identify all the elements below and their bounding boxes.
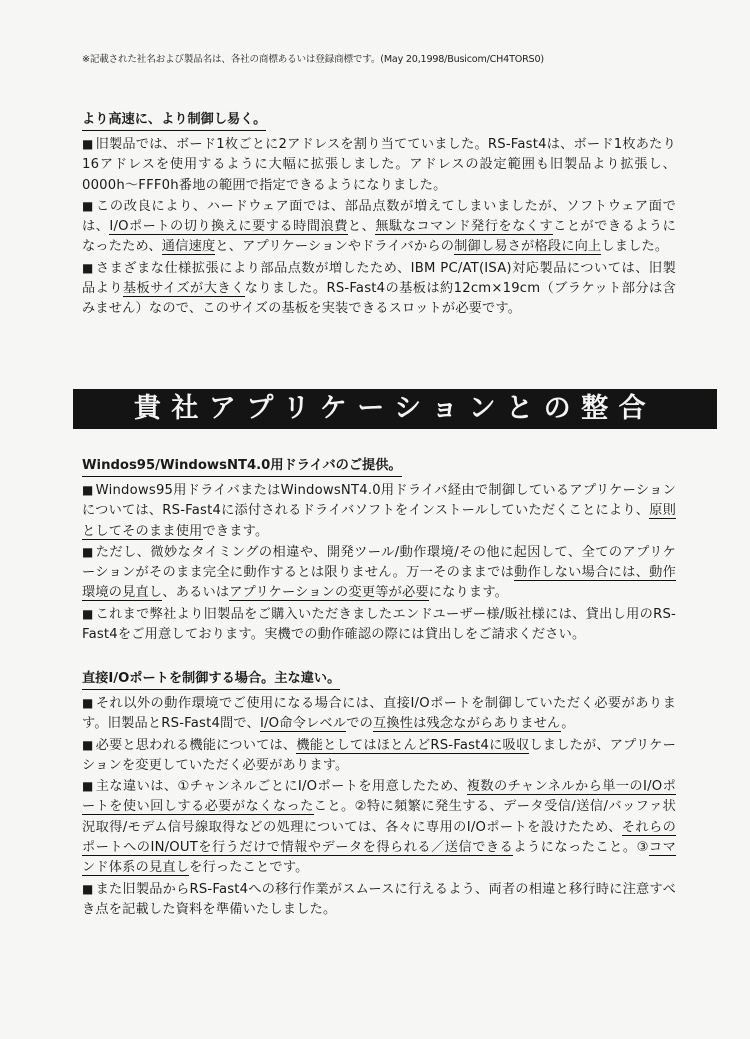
body-text: こと。②特に頻繁に発生する、データ受信/送信/バッファ状況取得/モデム信号線取得などの処理については、各々に専用のI/Oポートを設けたため、 xyxy=(82,799,676,835)
bullet-square-icon: ■ xyxy=(82,198,94,213)
section-body xyxy=(82,134,676,320)
body-text: これまで弊社より旧製品をご購入いただきましたエンドユーザー様/販社様には、貸出し用のRS-Fast4をご用意しております。実機での動作確認の際には貸出しをご請求ください。 xyxy=(82,606,676,643)
body-text: 旧製品では、ボード1枚ごとに2アドレスを割り当てていました。RS-Fast4は、ボード1枚あたり16アドレスを使用するように大幅に拡張しました。アドレスの設定範囲も旧製品より拡張し、0000h〜FFF0h番地の範囲で指定できるようになりました。 xyxy=(82,137,676,193)
emphasis-text: I/Oポートの切り換えに要する時間浪費 xyxy=(109,219,348,235)
body-text: しました。 xyxy=(601,239,669,255)
bullet-square-icon: ■ xyxy=(82,881,94,896)
emphasis-text: コマンド体系の見直し xyxy=(82,840,676,876)
paragraph xyxy=(82,604,676,646)
section-speed-control xyxy=(82,108,676,320)
emphasis-text: 制御し易さが格段に向上 xyxy=(454,239,602,255)
banner-title: 貴社アプリケーションとの整合 xyxy=(73,389,717,429)
emphasis-text: 基板サイズが大きく xyxy=(122,281,245,297)
body-text: になります。 xyxy=(428,585,509,601)
emphasis-text: 動作しない場合には、動作環境の見直し xyxy=(82,565,676,601)
body-text: 、あるいは xyxy=(162,585,230,601)
bullet-square-icon: ■ xyxy=(82,696,94,710)
emphasis-text: 複数のチャンネルから単一のI/Oポートを使い回しする必要がなくなった xyxy=(82,779,676,815)
body-text: この改良により、ハードウェア面では、部品点数が増えてしまいましたが、ソフトウェア面では、 xyxy=(82,198,676,235)
body-text: しましたが、アプリケーションを変更していただく必要があります。 xyxy=(82,737,676,773)
paragraph xyxy=(82,693,676,735)
paragraph xyxy=(82,258,676,320)
section-direct-io xyxy=(82,667,676,920)
emphasis-text: アプリケーションの変更等が必要 xyxy=(229,585,429,601)
section-heading: 直接I/Oポートを制御する場合。主な違い。 xyxy=(82,670,340,690)
section-heading: より高速に、より制御し易く。 xyxy=(82,111,266,131)
paragraph xyxy=(82,134,676,196)
bullet-square-icon: ■ xyxy=(82,737,94,752)
body-text: なりました。RS-Fast4の基板は約12cm×19cm（ブラケット部分は含みません）なので、このサイズの基板を実装できるスロットが必要です。 xyxy=(82,281,677,317)
paragraph xyxy=(82,776,676,878)
body-text: ことができるようになったため、 xyxy=(82,219,677,255)
body-text: Windows95用ドライバまたはWindowsNT4.0用ドライバ経由で制御しているアプリケーションについては、RS-Fast4に添付されるドライバソフトをインストールしていただくことにより、 xyxy=(82,483,676,519)
trademark-note: ※記載された社名および製品名は、各社の商標あるいは登録商標です。(May 20,1998/Busicom/CH4TORS0) xyxy=(82,54,544,65)
body-text: を行ったことです。 xyxy=(189,860,309,876)
section-driver-support xyxy=(82,454,676,645)
section-body xyxy=(82,480,676,645)
body-text: ようになったこと。③ xyxy=(513,840,649,856)
section-heading: Windos95/WindowsNT4.0用ドライバのご提供。 xyxy=(82,457,402,477)
body-text: と、アプリケーションやドライバからの xyxy=(215,239,455,255)
bullet-square-icon: ■ xyxy=(82,606,94,621)
emphasis-text: 互換性は残念ながらありません xyxy=(372,716,562,732)
body-text: 主な違いは、①チャンネルごとにI/Oポートを用意したため、 xyxy=(95,779,467,795)
paragraph xyxy=(82,480,676,542)
emphasis-text: 無駄なコマンド発行をなくす xyxy=(375,219,554,235)
body-text: 。 xyxy=(561,716,575,732)
body-text: さまざまな仕様拡張により部品点数が増したため、IBM PC/AT(ISA)対応製品については、旧製品より xyxy=(82,260,677,297)
emphasis-text: それらのポートへのIN/OUTを行うだけで情報やデータを得られる／送信できる xyxy=(82,819,676,856)
paragraph xyxy=(82,542,676,604)
emphasis-text: 原則としてそのまま使用 xyxy=(82,503,676,539)
body-text: できます。 xyxy=(202,523,269,539)
bullet-square-icon: ■ xyxy=(82,137,94,151)
emphasis-text: 機能としてはほとんどRS-Fast4に吸収 xyxy=(296,737,530,753)
body-text: ただし、微妙なタイミングの相違や、開発ツール/動作環境/その他に起因して、全てのアプリケーションがそのまま完全に動作するとは限りません。万一そのままでは xyxy=(82,544,676,581)
bullet-square-icon: ■ xyxy=(82,779,94,794)
bullet-square-icon: ■ xyxy=(82,260,94,275)
section-body xyxy=(82,693,676,920)
body-text: また旧製品からRS-Fast4への移行作業がスムースに行えるよう、両者の相違と移行時に注意すべき点を記載した資料を準備いたしました。 xyxy=(82,881,676,917)
body-text: での xyxy=(346,716,373,732)
body-text: 必要と思われる機能については、 xyxy=(95,737,297,753)
bullet-square-icon: ■ xyxy=(82,544,94,559)
paragraph xyxy=(82,879,676,921)
paragraph xyxy=(82,735,676,777)
emphasis-text: 通信速度 xyxy=(161,239,216,255)
body-text: と、 xyxy=(347,219,376,235)
body-text: それ以外の動作環境でご使用になる場合には、直接I/Oポートを制御していただく必要があります。旧製品とRS-Fast4間で、 xyxy=(82,696,676,732)
emphasis-text: I/O命令レベル xyxy=(259,716,347,732)
bullet-square-icon: ■ xyxy=(82,483,94,497)
paragraph xyxy=(82,196,676,258)
